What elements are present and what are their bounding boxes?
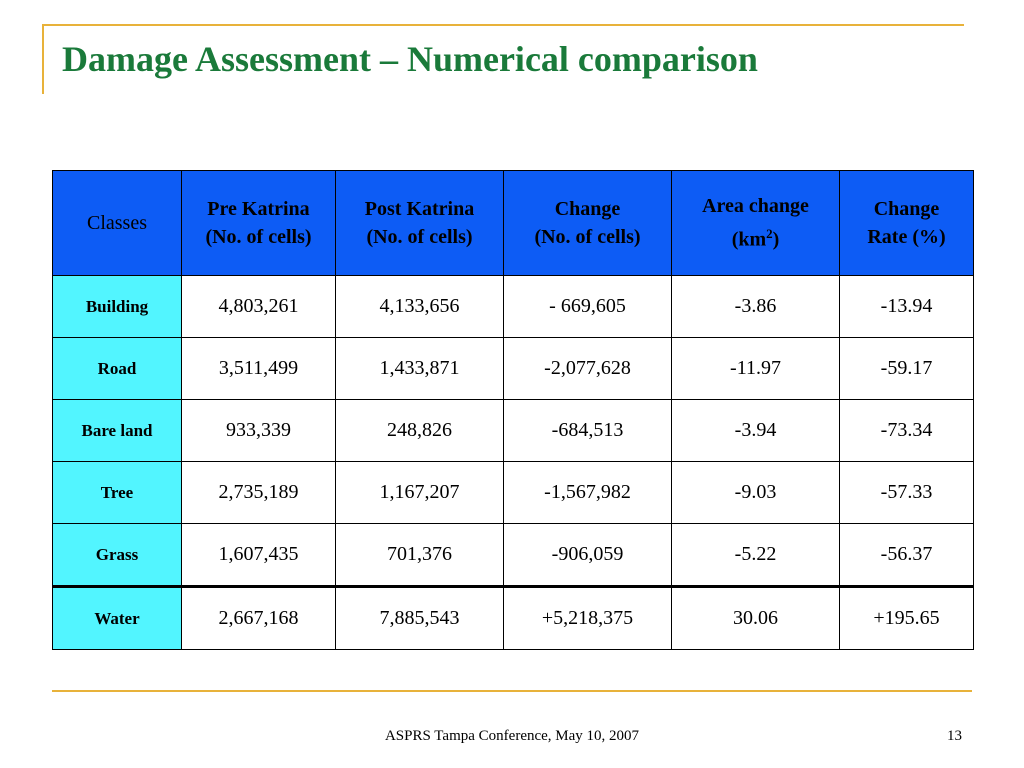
cell-pre: 4,803,261 <box>182 276 336 338</box>
cell-pre: 2,735,189 <box>182 462 336 524</box>
header-change-rate-line1: Change <box>873 198 940 220</box>
cell-post: 4,133,656 <box>336 276 504 338</box>
header-pre-katrina <box>182 171 336 276</box>
table-row <box>53 400 974 462</box>
header-area-unit-close: ) <box>772 228 780 251</box>
top-accent-line <box>42 24 964 26</box>
cell-rate: +195.65 <box>840 587 974 650</box>
cell-post: 1,433,871 <box>336 338 504 400</box>
cell-area: -5.22 <box>672 524 840 587</box>
cell-rate: -56.37 <box>840 524 974 587</box>
page-number: 13 <box>947 728 962 744</box>
cell-area: -9.03 <box>672 462 840 524</box>
cell-change: - 669,605 <box>504 276 672 338</box>
row-class-label: Grass <box>53 524 182 587</box>
cell-pre: 933,339 <box>182 400 336 462</box>
table-row <box>53 338 974 400</box>
cell-change: -684,513 <box>504 400 672 462</box>
header-post-katrina <box>336 171 504 276</box>
cell-post: 248,826 <box>336 400 504 462</box>
table-row <box>53 462 974 524</box>
cell-post: 1,167,207 <box>336 462 504 524</box>
header-change-rate-line2: Rate (%) <box>867 226 946 248</box>
row-class-label: Bare land <box>53 400 182 462</box>
header-area-unit-open: (km <box>731 228 767 251</box>
cell-change: -906,059 <box>504 524 672 587</box>
left-accent-line <box>42 24 44 94</box>
row-class-label: Tree <box>53 462 182 524</box>
footer-text: ASPRS Tampa Conference, May 10, 2007 <box>384 728 640 744</box>
cell-post: 7,885,543 <box>336 587 504 650</box>
table-row <box>53 276 974 338</box>
header-pre-katrina-line2: (No. of cells) <box>205 226 312 248</box>
cell-area: 30.06 <box>672 587 840 650</box>
cell-pre: 1,607,435 <box>182 524 336 587</box>
cell-rate: -59.17 <box>840 338 974 400</box>
cell-area: -3.86 <box>672 276 840 338</box>
cell-pre: 2,667,168 <box>182 587 336 650</box>
header-area-unit-exponent: 2 <box>766 226 773 242</box>
row-class-label: Road <box>53 338 182 400</box>
bottom-accent-line <box>52 690 972 692</box>
table-row <box>53 587 974 650</box>
cell-area: -3.94 <box>672 400 840 462</box>
header-change-line1: Change <box>554 198 621 220</box>
header-area-change <box>672 171 840 276</box>
cell-rate: -57.33 <box>840 462 974 524</box>
header-change-line2: (No. of cells) <box>534 226 641 248</box>
row-class-label: Water <box>53 587 182 650</box>
cell-pre: 3,511,499 <box>182 338 336 400</box>
row-class-label: Building <box>53 276 182 338</box>
header-classes: Classes <box>53 171 182 276</box>
cell-area: -11.97 <box>672 338 840 400</box>
header-post-katrina-line1: Post Katrina <box>364 198 475 220</box>
header-post-katrina-line2: (No. of cells) <box>366 226 473 248</box>
header-pre-katrina-line1: Pre Katrina <box>207 198 310 220</box>
cell-change: +5,218,375 <box>504 587 672 650</box>
header-area-change-line1: Area change <box>702 195 809 218</box>
damage-table <box>52 170 974 650</box>
header-change <box>504 171 672 276</box>
cell-rate: -13.94 <box>840 276 974 338</box>
cell-change: -2,077,628 <box>504 338 672 400</box>
table-row <box>53 524 974 587</box>
slide-title: Damage Assessment – Numerical comparison <box>62 39 758 79</box>
header-change-rate <box>840 171 974 276</box>
header-row <box>53 171 974 276</box>
cell-change: -1,567,982 <box>504 462 672 524</box>
cell-post: 701,376 <box>336 524 504 587</box>
cell-rate: -73.34 <box>840 400 974 462</box>
